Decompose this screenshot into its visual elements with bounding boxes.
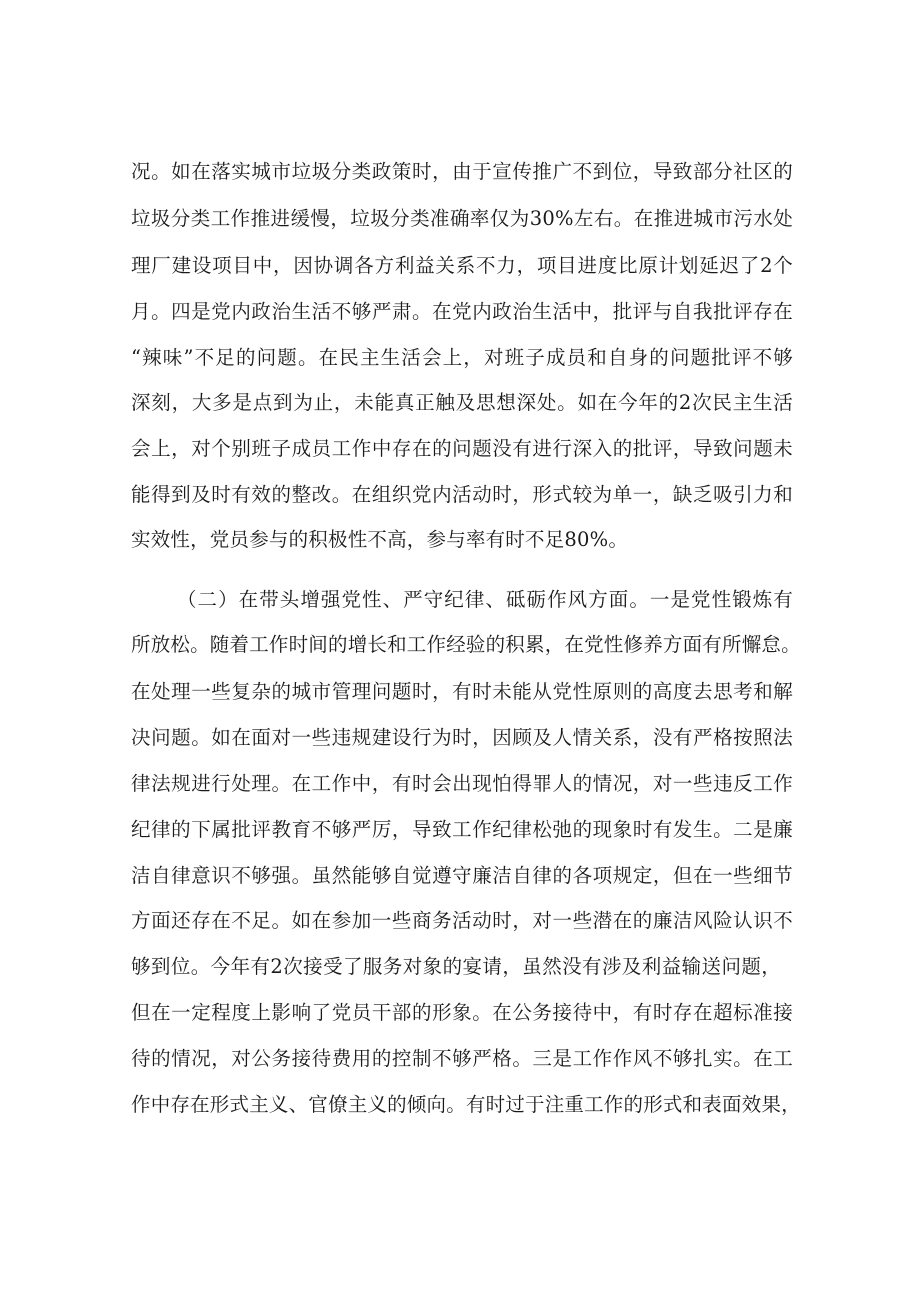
paragraph-line: 月。四是党内政治生活不够严肃。在党内政治生活中，批评与自我批评存在: [131, 300, 793, 323]
paragraph-line: 所放松。随着工作时间的增长和工作经验的积累，在党性修养方面有所懈怠。: [131, 633, 801, 656]
paragraph-line: 待的情况，对公务接待费用的控制不够严格。三是工作作风不够扎实。在工: [131, 1047, 793, 1070]
paragraph-line: 深刻，大多是点到为止，未能真正触及思想深处。如在今年的2次民主生活: [131, 391, 793, 414]
paragraph-line: 理厂建设项目中，因协调各方利益关系不力，项目进度比原计划延迟了2个: [131, 254, 793, 277]
paragraph-line: 纪律的下属批评教育不够严厉，导致工作纪律松弛的现象时有发生。二是廉: [131, 818, 793, 841]
paragraph-line: 决问题。如在面对一些违规建设行为时，因顾及人情关系，没有严格按照法: [131, 726, 793, 749]
paragraph-line: 能得到及时有效的整改。在组织党内活动时，形式较为单一，缺乏吸引力和: [131, 483, 793, 506]
paragraph-line: 律法规进行处理。在工作中，有时会出现怕得罪人的情况，对一些违反工作: [131, 772, 793, 795]
paragraph-line: （二）在带头增强党性、严守纪律、砥砺作风方面。一是党性锻炼有: [177, 588, 793, 611]
paragraph-line: 方面还存在不足。如在参加一些商务活动时，对一些潜在的廉洁风险认识不: [131, 909, 793, 932]
paragraph-line: 但在一定程度上影响了党员干部的形象。在公务接待中，有时存在超标准接: [131, 1001, 793, 1024]
paragraph-line: “辣味”不足的问题。在民主生活会上，对班子成员和自身的问题批评不够: [131, 346, 793, 369]
paragraph-line: 洁自律意识不够强。虽然能够自觉遵守廉洁自律的各项规定，但在一些细节: [131, 864, 793, 887]
paragraph-line: 况。如在落实城市垃圾分类政策时，由于宣传推广不到位，导致部分社区的: [131, 160, 793, 183]
paragraph-line: 作中存在形式主义、官僚主义的倾向。有时过于注重工作的形式和表面效果，: [131, 1093, 801, 1116]
paragraph-line: 够到位。今年有2次接受了服务对象的宴请，虽然没有涉及利益输送问题，: [131, 955, 781, 978]
paragraph-line: 垃圾分类工作推进缓慢，垃圾分类准确率仅为30%左右。在推进城市污水处: [131, 207, 793, 230]
paragraph-line: 实效性，党员参与的积极性不高，参与率有时不足80%。: [131, 528, 629, 551]
paragraph-line: 在处理一些复杂的城市管理问题时，有时未能从党性原则的高度去思考和解: [131, 680, 793, 703]
paragraph-line: 会上，对个别班子成员工作中存在的问题没有进行深入的批评，导致问题未: [131, 437, 793, 460]
